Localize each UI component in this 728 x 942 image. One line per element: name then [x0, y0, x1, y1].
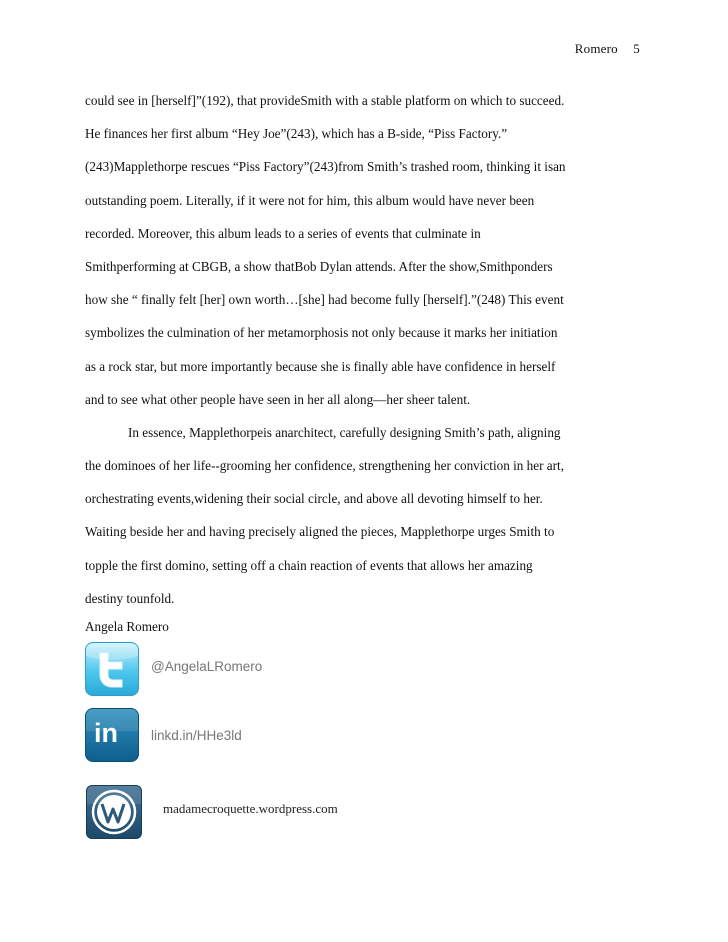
body-line: orchestrating events,widening their social circle, and above all devoting himself to her. — [85, 491, 543, 507]
linkedin-icon[interactable] — [85, 708, 139, 762]
body-line: the dominoes of her life--grooming her confidence, strengthening her conviction in her art, — [85, 458, 564, 474]
body-line: and to see what other people have seen in her all along—her sheer talent. — [85, 391, 471, 407]
author-name: Angela Romero — [85, 619, 169, 634]
body-line-paragraph-start: In essence, Mapplethorpeis anarchitect, carefully designing Smith’s path, aligning — [128, 424, 561, 440]
linkedin-url[interactable]: linkd.in/HHe3ld — [151, 727, 242, 743]
body-line: outstanding poem. Literally, if it were not for him, this album would have never been — [85, 192, 535, 208]
body-line: how she “ finally felt [her] own worth…[she] had become fully [herself].”(248) This event — [85, 292, 564, 308]
body-line: as a rock star, but more importantly because she is finally able have confidence in herself — [85, 358, 556, 374]
twitter-handle[interactable]: @AngelaLRomero — [151, 658, 263, 674]
body-line: destiny tounfold. — [85, 590, 175, 606]
body-line: He finances her first album “Hey Joe”(243), which has a B-side, “Piss Factory.” — [85, 126, 508, 142]
header-author: Romero — [574, 41, 618, 56]
essay-body — [85, 84, 655, 615]
body-line: symbolizes the culmination of her metamorphosis not only because it marks her initiation — [85, 325, 558, 341]
body-line: recorded. Moreover, this album leads to a series of events that culminate in — [85, 225, 481, 241]
wordpress-icon[interactable] — [86, 785, 142, 839]
body-line: Waiting beside her and having precisely aligned the pieces, Mapplethorpe urges Smith to — [85, 524, 555, 540]
wordpress-row — [86, 785, 338, 839]
linkedin-row — [85, 708, 242, 762]
body-line: Smithperforming at CBGB, a show thatBob Dylan attends. After the show,Smithponders — [85, 258, 553, 274]
wordpress-url[interactable]: madamecroquette.wordpress.com — [163, 801, 338, 816]
body-line: topple the first domino, setting off a chain reaction of events that allows her amazing — [85, 557, 533, 573]
body-line: could see in [herself]”(192), that provideSmith with a stable platform on which to succeed. — [85, 93, 565, 108]
running-header — [575, 41, 640, 57]
body-line: (243)Mapplethorpe rescues “Piss Factory”(243)from Smith’s trashed room, thinking it isan — [85, 159, 566, 175]
linkedin-logo-mark: in — [94, 718, 118, 748]
page-number: 5 — [633, 41, 640, 56]
twitter-row — [85, 642, 262, 696]
twitter-icon[interactable] — [85, 642, 139, 696]
